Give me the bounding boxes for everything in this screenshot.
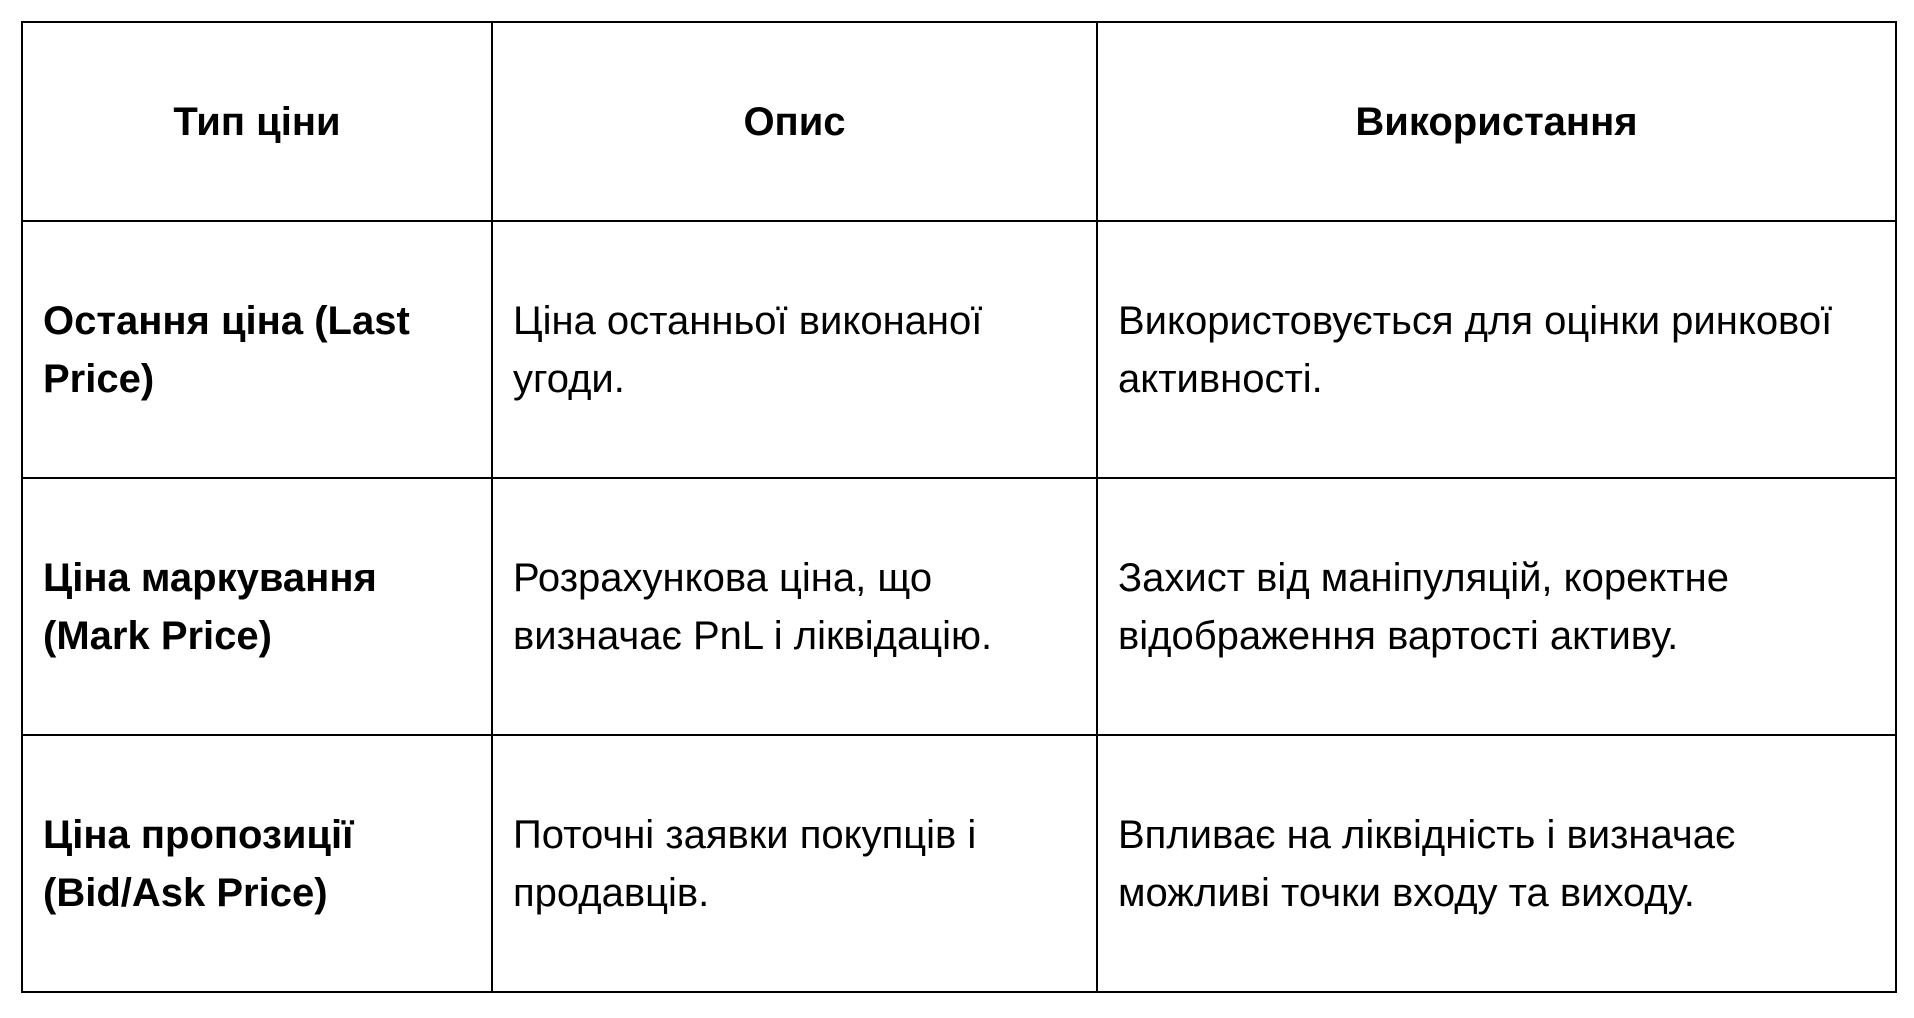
usage-cell: Впливає на ліквідність і визначає можливі точки входу та виходу. (1097, 735, 1896, 992)
description-cell: Поточні заявки покупців і продавців. (492, 735, 1097, 992)
usage-cell: Захист від маніпуляцій, коректне відображення вартості активу. (1097, 478, 1896, 735)
price-type-cell: Ціна маркування (Mark Price) (22, 478, 492, 735)
usage-cell: Використовується для оцінки ринкової активності. (1097, 221, 1896, 478)
header-usage: Використання (1097, 22, 1896, 221)
table-header-row (22, 22, 1896, 221)
price-type-cell: Остання ціна (Last Price) (22, 221, 492, 478)
price-types-table (21, 21, 1897, 993)
header-description: Опис (492, 22, 1097, 221)
description-cell: Ціна останньої виконаної угоди. (492, 221, 1097, 478)
header-price-type: Тип ціни (22, 22, 492, 221)
description-cell: Розрахункова ціна, що визначає PnL і ліквідацію. (492, 478, 1097, 735)
table-row (22, 735, 1896, 992)
price-type-cell: Ціна пропозиції (Bid/Ask Price) (22, 735, 492, 992)
table-row (22, 478, 1896, 735)
table-row (22, 221, 1896, 478)
